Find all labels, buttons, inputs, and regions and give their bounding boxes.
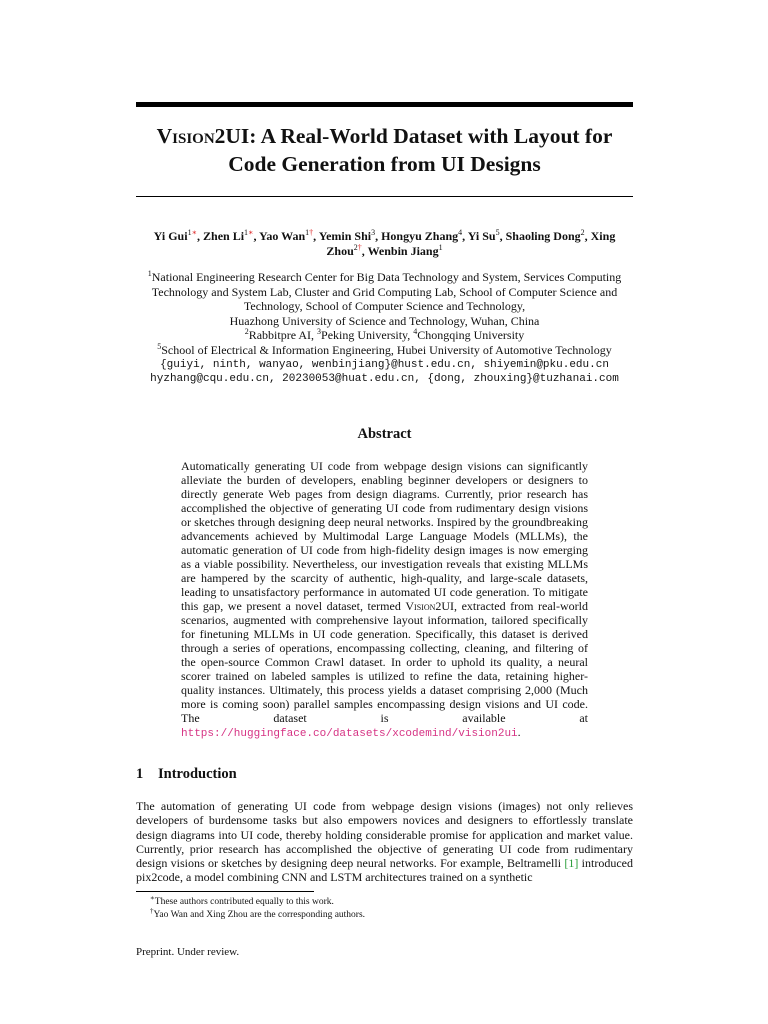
author-8: Wenbin Jiang$^1$: [367, 243, 443, 258]
footnotes: [150, 896, 365, 922]
abstract-text-a: Automatically generating UI code from webpage design visions can significantly alleviate the burden of developers, enabling beginner developers or designers to directly generate Web pages from design diagrams. Currently, prior research has accomplished the objective of generating UI code from rudimentary design visions or sketches through designing deep neural networks. Inspired by the groundbreaking advancements achieved by Multimodal Large Language Models (MLLMs), the automatic generation of UI code from high-fidelity design images is now emerging as a viable possibility. Nevertheless, our investigation reveals that existing MLLMs are hampered by the scarcity of authentic, high-quality, and large-scale datasets, leading to unsatisfactory performance in automated UI code generation. To mitigate this gap, we present a novel dataset, termed: [181, 459, 588, 613]
footnote-2: †Yao Wan and Xing Zhou are the corresponding authors.: [150, 907, 366, 920]
author-2: Yao Wan$^{1\dagger}$: [259, 228, 314, 243]
affiliation-1-line-2: Technology and System Lab, Cluster and Grid Computing Lab, School of Computer Science and: [151, 284, 618, 299]
dataset-link[interactable]: https://huggingface.co/datasets/xcodemind/vision2ui: [181, 728, 518, 740]
abstract-heading: Abstract: [357, 426, 412, 442]
paper-title: [136, 122, 633, 178]
author-emails-2: hyzhang@cqu.edu.cn, 20230053@huat.edu.cn, {dong, zhouxing}@tuzhanai.com: [150, 373, 619, 386]
abstract-body: Automatically generating UI code from webpage design visions can significantly alleviate the burden of developers, enabling beginner developers or designers to directly generate Web pages from design diagrams. Currently, prior research has accomplished the objective of generating UI code from rudimentary design visions or sketches through designing deep neural networks. Inspired by the groundbreaking advancements achieved by Multimodal Large Language Models (MLLMs), the automatic generation of UI code from high-fidelity design images is now emerging as a viable possibility. Nevertheless, our investigation reveals that existing MLLMs are hampered by the scarcity of authentic, high-quality, and large-scale datasets, leading to unsatisfactory performance in automated UI code generation. To mitigate this gap, we present a novel dataset, termed Vision2UI, extracted from real-world scenarios, augmented with comprehensive layout information, tailored specifically for finetuning MLLMs in UI code generation. Specifically, this dataset is derived through a series of operations, encompassing collecting, cleaning, and filtering of the open-source Common Crawl dataset. In order to uphold its quality, a neural scorer trained on labeled samples is utilized to refine the data, retaining higher-quality instances. Ultimately, this process yields a dataset comprising 2,000 (Much more is coming soon) parallel samples encompassing design visions and UI code. The dataset is available at https://huggingface.co/datasets/xcodemind/vision2ui.: [181, 459, 588, 740]
author-list: Yi Gui$^{1∗}$, Zhen $Li^{1∗}$, Yao Wan$^{1\dagger}$, Yemin Shi$^3$, Hongyu Zhang$^4$, Yi Su$^5$, Shaoling Dong$^2$, Xing Zhou$^{2\dagger}$, Wenbin Jiang$^1$: [153, 228, 616, 258]
author-7: Xing Zhou$^{2\dagger}$: [326, 229, 616, 258]
title-bottom-rule: [136, 196, 633, 197]
introduction-heading: [136, 766, 237, 783]
affiliation-2-3-4: $^2$Rabbitpre AI, $^3$Peking University, $^4$Chongqing University: [244, 327, 525, 343]
title-line-2: Code Generation from UI Designs: [228, 152, 541, 176]
citation-link[interactable]: [1]: [564, 856, 579, 871]
author-4: Hongyu Zhang$^4$: [381, 228, 463, 243]
author-1: Zhen $Li^{1∗}$: [203, 228, 254, 243]
abstract-text-b: 2UI, extracted from real-world scenarios, augmented with comprehensive layout information, tailored specifically for finetuning MLLMs in UI code generation. Specifically, this dataset is derived through a series of operations, encompassing collecting, cleaning, and filtering of the open-source Common Crawl dataset. In order to uphold its quality, a neural scorer trained on labeled samples is utilized to refine the data, retaining higher-quality instances. Ultimately, this process yields a dataset comprising 2,000 (Much more is coming soon) parallel samples encompassing design visions and UI code. The dataset is available at: [181, 599, 588, 725]
affiliation-5: $^5$School of Electrical & Information Engineering, Hubei University of Automotive Technology: [157, 341, 612, 357]
affiliation-1-line-3: Technology, School of Computer Science and Technology,: [243, 299, 526, 314]
author-3: Yemin Shi$^3$: [318, 228, 376, 243]
section-number: 1: [136, 766, 144, 782]
author-emails-1: {guiyi, ninth, wanyao, wenbinjiang}@hust.edu.cn, shiyemin@pku.edu.cn: [160, 358, 609, 371]
footnote-1: ∗These authors contributed equally to this work.: [150, 894, 334, 907]
introduction-paragraph: The automation of generating UI code from webpage design visions (images) not only relieves developers of burdensome tasks but also empowers novices and designers to effortlessly translate design diagrams into UI code, thereby holding considerable promise for application and market value. Currently, prior research has accomplished the objective of generating UI code from rudimentary design visions or sketches by designing deep neural networks. For example, Beltramelli [1] introduced pix2code, a model combining CNN and LSTM architectures trained on a synthetic: [136, 799, 633, 885]
title-line-1-rest: 2UI: A Real-World Dataset with Layout for: [214, 124, 613, 148]
author-0: Yi Gui$^{1∗}$: [153, 228, 198, 243]
affiliation-1: $^1$National Engineering Research Center for Big Data Technology and System, Services Computing: [147, 269, 622, 284]
footnote-rule: [136, 891, 314, 892]
section-title: Introduction: [158, 766, 237, 782]
title-top-rule: [136, 102, 633, 107]
abstract-dataset-name: Vision: [405, 599, 436, 613]
author-5: Yi Su$^5$: [467, 228, 500, 243]
author-6: Shaoling Dong$^2$: [505, 228, 585, 243]
affiliation-1-line-4: Huazhong University of Science and Technology, Wuhan, China: [229, 313, 540, 328]
title-line-1: [136, 122, 633, 150]
affiliations: [126, 270, 643, 387]
title-dataset-name: Vision: [156, 124, 215, 148]
preprint-notice: Preprint. Under review.: [136, 946, 240, 958]
